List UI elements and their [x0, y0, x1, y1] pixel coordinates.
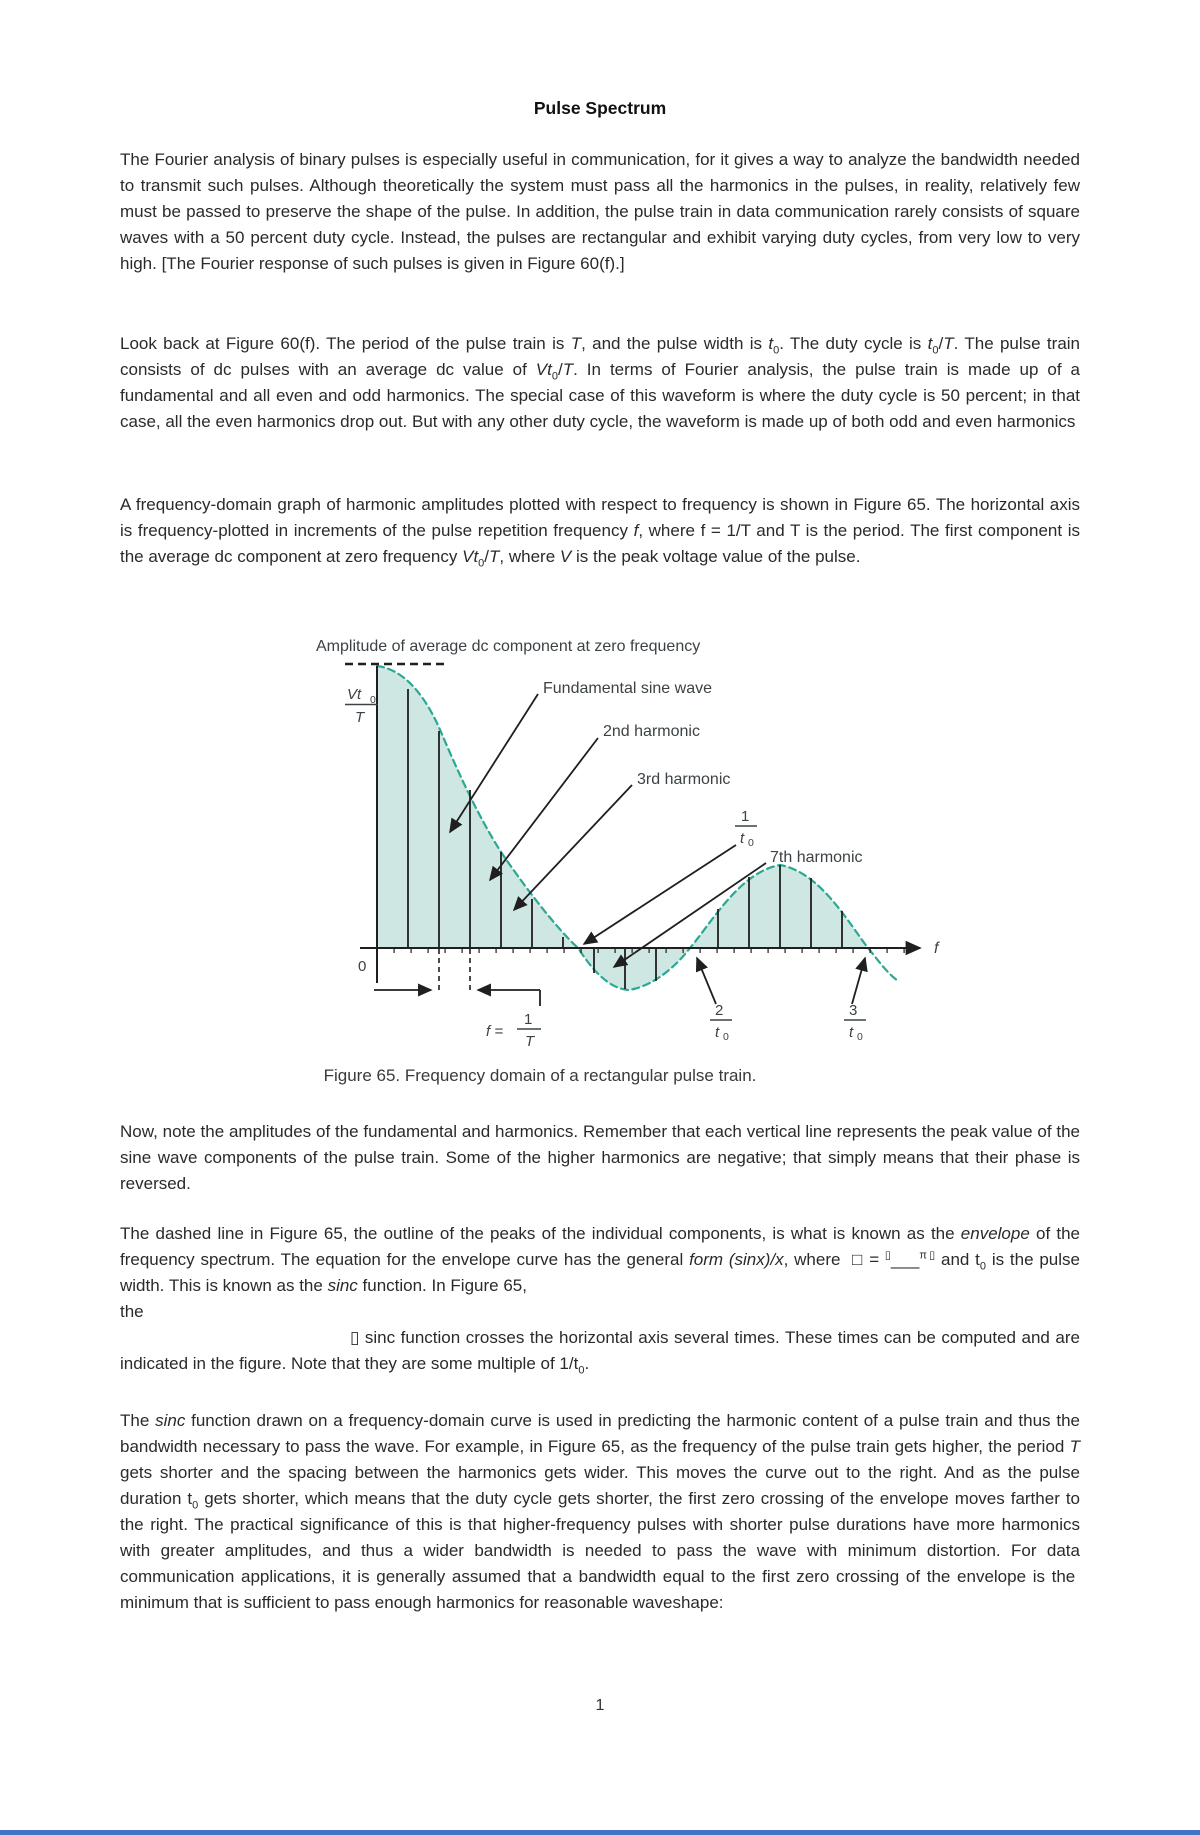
page-number: 1	[595, 1697, 605, 1714]
harmonic-spacing-dashed-lines	[439, 949, 470, 994]
svg-text:0: 0	[723, 1031, 729, 1043]
second-harmonic-label: 2nd harmonic	[603, 723, 700, 740]
two-over-t0-label	[710, 1002, 732, 1043]
bottom-accent-bar	[0, 1830, 1200, 1835]
figure-65-frequency-domain	[300, 632, 960, 1062]
paragraph-envelope-orphan-word: the	[120, 1302, 144, 1321]
paragraph-duty-cycle: Look back at Figure 60(f). The period of the pulse train is T, and the pulse width is $t_0$. The duty cycle is $t_0/T$. The pulse train consists of dc pulses with an average dc value of $Vt_0/T$. In terms of Fourier analysis, the pulse train is made up of a fundamental and all even and odd harmonics. The special case of this waveform is where the duty cycle is 50 percent; in that case, all the even harmonics drop out. But with any other duty cycle, the waveform is made up of both odd and even harmonics	[120, 334, 1081, 431]
svg-text:0: 0	[748, 837, 754, 849]
vt0-over-T-fraction	[345, 686, 378, 726]
svg-text:2: 2	[715, 1002, 724, 1019]
three-over-t0-label	[844, 1002, 866, 1043]
amplitude-dc-label: Amplitude of average dc component at zero frequency	[316, 638, 701, 655]
fundamental-sine-wave-label: Fundamental sine wave	[543, 680, 712, 697]
paragraph-envelope-continuation: ▯ sinc function crosses the horizontal axis several times. These times can be computed and are indicated in the figure. Note that they are some multiple of $1/t_0$.	[120, 1328, 1080, 1377]
f-equals-1-over-T-label	[486, 1011, 541, 1050]
svg-text:1: 1	[524, 1011, 533, 1028]
paragraph-intro: The Fourier analysis of binary pulses is especially useful in communication, for it gives a way to analyze the bandwidth needed to transmit such pulses. Although theoretically the system must pass all the harmonics in the pulses, in reality, relatively few must be passed to preserve the shape of the pulse. In addition, the pulse train in data communication rarely consists of square waves with a 50 percent duty cycle. Instead, the pulses are rectangular and exhibit varying duty cycles, from very low to very high. [The Fourier response of such pulses is given in Figure 60(f).]	[120, 150, 1080, 273]
svg-text:f =: f =	[486, 1023, 504, 1040]
third-harmonic-label: 3rd harmonic	[637, 771, 731, 788]
svg-text:T: T	[355, 709, 365, 726]
paragraph-bandwidth: The sinc function drawn on a frequency-domain curve is used in predicting the harmonic content of a pulse train and thus the bandwidth necessary to pass the wave. For example, in Figure 65, as the frequency of the pulse train gets higher, the period T gets shorter and the spacing between the harmonics gets wider. This moves the curve out to the right. And as the pulse duration $t_0$ gets shorter, which means that the duty cycle gets shorter, the first zero crossing of the envelope moves farther to the right. The practical significance of this is that higher-frequency pulses with shorter pulse durations have more harmonics with greater amplitudes, and thus a wider bandwidth is needed to pass the wave with minimum distortion. For data communication applications, it is generally assumed that a bandwidth equal to the first zero crossing of the envelope is the minimum that is sufficient to pass enough harmonics for reasonable waveshape:	[120, 1411, 1080, 1612]
page-title: Pulse Spectrum	[533, 98, 667, 118]
paragraph-frequency-domain: A frequency-domain graph of harmonic amplitudes plotted with respect to frequency is shown in Figure 65. The horizontal axis is frequency-plotted in increments of the pulse repetition frequency f, where f = 1/T and T is the period. The first component is the average dc component at zero frequency $Vt_0/T$, where V is the peak voltage value of the pulse.	[120, 495, 1080, 570]
svg-text:1: 1	[741, 808, 750, 825]
paragraph-envelope-intro: The dashed line in Figure 65, the outline of the peaks of the individual components, is what is known as the envelope of the frequency spectrum. The equation for the envelope curve has the general form (sinx)/x, where □ = ▯___$^{\pi ▯}$ and $t_0$ is the pulse width. This is known as the sinc function. In Figure 65,	[120, 1224, 1080, 1295]
one-over-t0-label	[735, 808, 757, 849]
svg-text:t: t	[740, 830, 745, 847]
svg-text:T: T	[525, 1033, 535, 1050]
paragraph-amplitudes: Now, note the amplitudes of the fundamental and harmonics. Remember that each vertical line represents the peak value of the sine wave components of the pulse train. Some of the higher harmonics are negative; that simply means that their phase is reversed.	[120, 1122, 1080, 1193]
origin-zero-label: 0	[358, 958, 367, 975]
frequency-axis-label: f	[934, 940, 939, 957]
svg-text:0: 0	[370, 694, 376, 706]
svg-text:3: 3	[849, 1002, 858, 1019]
svg-text:t: t	[715, 1024, 720, 1041]
figure-caption: Figure 65. Frequency domain of a rectangular pulse train.	[323, 1066, 757, 1085]
seventh-harmonic-label: 7th harmonic	[770, 849, 863, 866]
svg-text:0: 0	[857, 1031, 863, 1043]
paragraph-envelope	[120, 1221, 1080, 1377]
sinc-fill-regions	[377, 666, 868, 990]
svg-text:Vt: Vt	[347, 686, 362, 703]
svg-text:t: t	[849, 1024, 854, 1041]
